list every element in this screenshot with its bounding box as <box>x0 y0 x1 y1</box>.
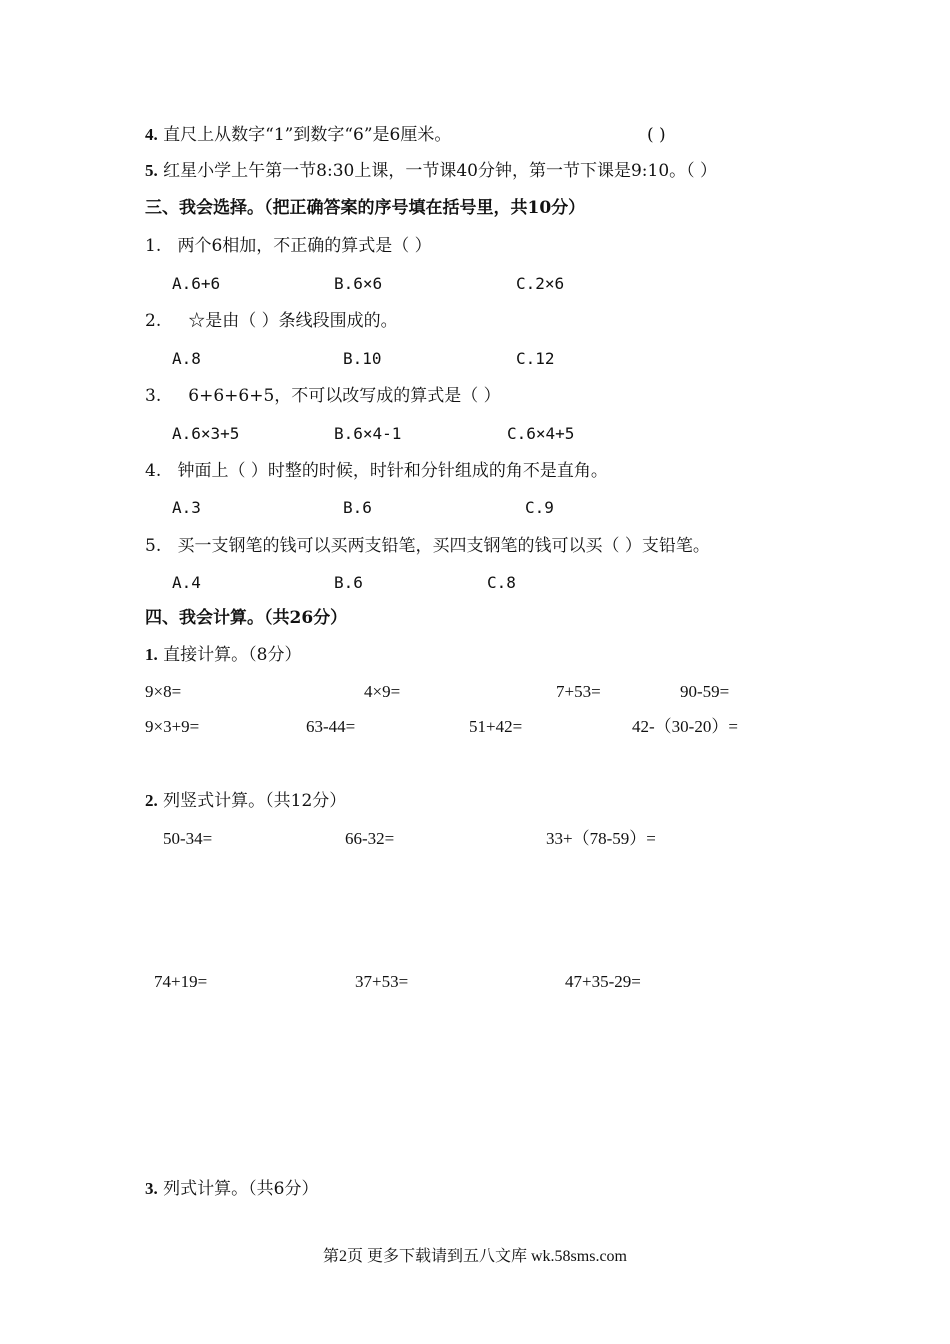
calc-part1-heading <box>145 644 301 666</box>
judge-q4-text: 直尺上从数字“1”到数字“6”是6厘米。 <box>163 125 452 145</box>
choice-q2-option-c: C.12 <box>516 349 555 368</box>
judge-q5-text: 红星小学上午第一节8:30上课，一节课40分钟，第一节下课是9:10。（ ） <box>163 161 718 181</box>
choice-q5-number: 5. <box>145 536 162 556</box>
choice-q1-number: 1. <box>145 236 162 256</box>
calc-expr-1-2: 4×9= <box>364 682 401 701</box>
judge-q5-number: 5. <box>145 161 158 180</box>
calc-expr-2-3: 51+42= <box>469 717 523 736</box>
choice-q4-number: 4. <box>145 461 162 481</box>
calc-expr-2-1: 9×3+9= <box>145 717 200 736</box>
vertical-expr-2-3: 47+35-29= <box>565 972 641 991</box>
vertical-expr-1-1: 50-34= <box>163 829 213 848</box>
choice-q3-number: 3. <box>145 386 162 406</box>
choice-q2 <box>145 310 398 332</box>
choice-q1-text: 两个6相加，不正确的算式是（ ） <box>177 236 432 256</box>
vertical-expr-2-2: 37+53= <box>355 972 409 991</box>
judge-q5 <box>145 160 717 182</box>
calc-expr-2-4: 42-（30-20）= <box>632 717 738 736</box>
choice-q3-text: 6+6+6+5，不可以改写成的算式是（ ） <box>188 386 501 406</box>
choice-q5 <box>145 535 710 557</box>
choice-q5-option-a: A.4 <box>172 573 201 592</box>
calc-part3-heading <box>145 1178 318 1200</box>
calc-part3-text: 列式计算。（共6分） <box>163 1179 319 1199</box>
choice-q3 <box>145 385 501 407</box>
choice-q2-option-b: B.10 <box>343 349 382 368</box>
judge-q4 <box>145 124 451 146</box>
calc-part2-heading <box>145 790 346 812</box>
choice-q4-option-c: C.9 <box>525 498 554 517</box>
page-footer: 第2页 更多下载请到五八文库 wk.58sms.com <box>322 1248 627 1265</box>
choice-q5-option-b: B.6 <box>334 573 363 592</box>
vertical-expr-1-3: 33+（78-59）= <box>546 829 656 848</box>
choice-q5-option-c: C.8 <box>487 573 516 592</box>
choice-q1-option-c: C.2×6 <box>516 274 565 293</box>
calc-part1-number: 1. <box>145 645 158 664</box>
choice-q1 <box>145 235 432 257</box>
choice-q4 <box>145 460 608 482</box>
section3-title: 三、我会选择。（把正确答案的序号填在括号里，共10分） <box>145 198 586 218</box>
choice-q2-number: 2. <box>145 311 162 331</box>
choice-q4-option-a: A.3 <box>172 498 201 517</box>
choice-q4-text: 钟面上（ ）时整的时候，时针和分针组成的角不是直角。 <box>177 461 608 481</box>
choice-q2-option-a: A.8 <box>172 349 201 368</box>
choice-q3-option-a: A.6×3+5 <box>172 424 240 443</box>
choice-q4-option-b: B.6 <box>343 498 372 517</box>
choice-q3-option-b: B.6×4-1 <box>334 424 402 443</box>
calc-part1-text: 直接计算。（8分） <box>163 645 302 665</box>
choice-q1-option-a: A.6+6 <box>172 274 221 293</box>
calc-part2-text: 列竖式计算。（共12分） <box>163 791 347 811</box>
calc-expr-2-2: 63-44= <box>306 717 356 736</box>
choice-q2-text: ☆是由（ ）条线段围成的。 <box>188 311 398 331</box>
calc-expr-1-4: 90-59= <box>680 682 730 701</box>
calc-part3-number: 3. <box>145 1179 158 1198</box>
vertical-expr-2-1: 74+19= <box>154 972 208 991</box>
choice-q5-text: 买一支钢笔的钱可以买两支铅笔，买四支钢笔的钱可以买（ ）支铅笔。 <box>177 536 710 556</box>
calc-expr-1-3: 7+53= <box>556 682 601 701</box>
vertical-expr-1-2: 66-32= <box>345 829 395 848</box>
choice-q3-option-c: C.6×4+5 <box>507 424 575 443</box>
section4-title: 四、我会计算。（共26分） <box>145 608 348 628</box>
judge-q4-number: 4. <box>145 125 158 144</box>
calc-expr-1-1: 9×8= <box>145 682 182 701</box>
choice-q1-option-b: B.6×6 <box>334 274 383 293</box>
calc-part2-number: 2. <box>145 791 158 810</box>
judge-q4-answer-paren: ( ) <box>647 125 666 145</box>
